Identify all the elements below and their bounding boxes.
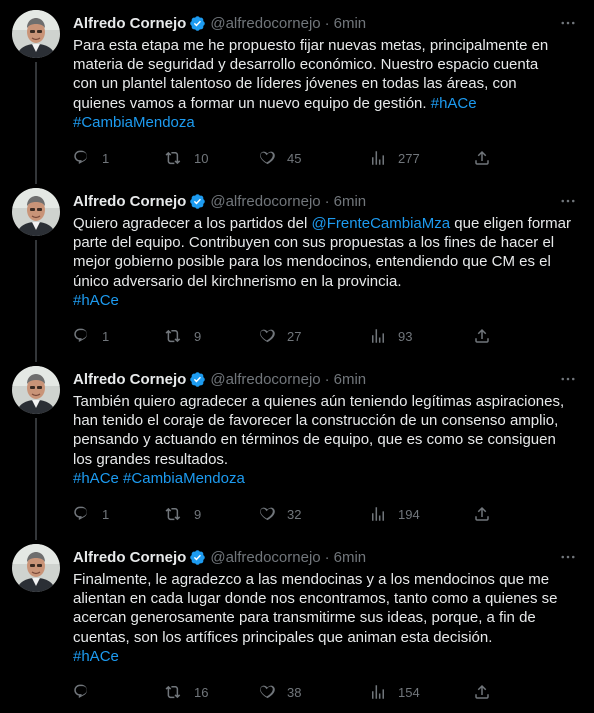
views-icon [369,327,387,345]
text-line [73,411,578,430]
tweet-text [73,392,578,488]
retweet-count: 9 [194,506,202,522]
tweet[interactable] [0,178,594,356]
separator-dot: · [324,370,330,388]
verified-badge-icon [189,193,206,210]
verified-badge-icon [189,15,206,32]
tweet[interactable] [0,0,594,178]
like-count: 38 [287,684,302,700]
text-line [73,450,578,469]
tweet[interactable] [0,534,594,713]
avatar[interactable] [12,188,60,236]
action-bar [73,503,498,525]
text-line [73,589,578,608]
like-icon [258,149,276,167]
text-segment: pensando y actuando en términos de equipo, que es como se consiguen [73,431,556,449]
separator-dot: · [324,548,330,566]
text-line [73,94,578,113]
retweet-icon [165,149,183,167]
tweet-header [73,368,366,390]
share-icon [473,149,491,167]
timestamp[interactable]: 6min [333,14,367,32]
text-segment: alientan en cada lugar donde nos encontramos, tanto como a quienes se [73,590,558,608]
action-bar [73,325,498,347]
share-icon [473,505,491,523]
avatar[interactable] [12,10,60,58]
retweet-button[interactable] [165,147,208,169]
text-segment: con un plantel talentoso de líderes jóvenes en todas las áreas, con [73,75,517,93]
tweet-header [73,546,366,568]
more-icon[interactable] [554,368,582,390]
text-line [73,113,578,132]
separator-dot: · [324,14,330,32]
reply-icon [73,149,91,167]
retweet-button[interactable] [165,503,201,525]
avatar[interactable] [12,544,60,592]
reply-count: 1 [102,506,110,522]
hashtag-link[interactable]: #hACe [430,94,477,112]
hashtag-link[interactable]: #hACe [73,291,119,309]
more-icon[interactable] [554,546,582,568]
hashtag-link[interactable]: #CambiaMendoza [123,469,245,487]
reply-icon [73,683,91,701]
hashtag-link[interactable]: #hACe [73,647,119,665]
text-segment: parte del equipo. Contribuyen con sus propuestas a los fines de hacer el [73,234,555,252]
tweet-text [73,214,578,310]
tweet[interactable] [0,356,594,534]
text-segment: cuentas, son los artífices principales que animan esta decisión. [73,628,493,646]
retweet-icon [165,505,183,523]
like-count: 32 [287,506,302,522]
text-line [73,469,578,488]
author-name[interactable]: Alfredo Cornejo [73,548,187,566]
share-button[interactable] [473,503,491,525]
text-line [73,36,578,55]
action-bar [73,681,498,703]
text-line [73,74,578,93]
views-count: 277 [398,150,420,166]
text-line [73,272,578,291]
timestamp[interactable]: 6min [333,548,367,566]
text-line [73,392,578,411]
text-segment: los grandes resultados. [73,450,229,468]
text-line [73,430,578,449]
views-button[interactable] [369,681,420,703]
author-handle[interactable]: @alfredocornejo [210,548,321,566]
text-segment: han tenido el coraje de favorecer la construcción de un consenso amplio, [73,412,559,430]
share-icon [473,327,491,345]
retweet-icon [165,683,183,701]
thread-connector [35,62,37,184]
thread-connector [35,418,37,540]
thread-connector [35,240,37,362]
timestamp[interactable]: 6min [333,370,367,388]
text-line [73,628,578,647]
reply-button[interactable] [73,503,109,525]
views-button[interactable] [369,503,420,525]
share-button[interactable] [473,681,491,703]
retweet-button[interactable] [165,325,201,347]
retweet-count: 9 [194,328,202,344]
views-icon [369,683,387,701]
tweet-text [73,36,578,132]
reply-icon [73,505,91,523]
text-line [73,55,578,74]
text-line [73,252,578,271]
reply-icon [73,327,91,345]
hashtag-link[interactable]: #CambiaMendoza [73,113,195,131]
more-icon[interactable] [554,12,582,34]
views-icon [369,505,387,523]
like-icon [258,505,276,523]
tweet-header [73,190,366,212]
author-name[interactable]: Alfredo Cornejo [73,14,187,32]
like-icon [258,683,276,701]
reply-button[interactable] [73,147,109,169]
text-segment: Quiero agradecer a los partidos del [73,215,312,232]
author-handle[interactable]: @alfredocornejo [210,370,321,388]
timestamp[interactable]: 6min [333,192,367,210]
text-segment: acercan generosamente para transmitirme sus ideas, porque, a fin de [73,609,536,627]
author-name[interactable]: Alfredo Cornejo [73,370,187,388]
text-segment: único adversario del kirchnerismo en la provincia. [73,272,402,290]
reply-count: 1 [102,150,110,166]
hashtag-link[interactable]: #hACe [73,469,119,487]
like-button[interactable] [258,681,301,703]
like-button[interactable] [258,147,301,169]
text-line [73,214,578,233]
action-bar [73,147,498,169]
text-segment: quienes vamos a formar un nuevo equipo de gestión. [73,94,431,112]
text-segment: Para esta etapa me he propuesto fijar nuevas metas, principalmente en [73,37,549,54]
text-line [73,233,578,252]
retweet-count: 16 [194,684,209,700]
author-handle[interactable]: @alfredocornejo [210,14,321,32]
like-button[interactable] [258,325,301,347]
retweet-count: 10 [194,150,209,166]
views-count: 93 [398,328,413,344]
more-icon[interactable] [554,190,582,212]
like-count: 45 [287,150,302,166]
author-name[interactable]: Alfredo Cornejo [73,192,187,210]
text-line [73,570,578,589]
views-button[interactable] [369,147,420,169]
text-segment: que eligen formar [450,215,571,232]
text-segment: materia de seguridad y desarrollo económico. Nuestro espacio cuenta [73,56,539,74]
verified-badge-icon [189,371,206,388]
text-segment: mejor gobierno posible para los mendocinos, entendiendo que CM es el [73,253,551,271]
like-count: 27 [287,328,302,344]
views-count: 154 [398,684,420,700]
text-line [73,608,578,627]
share-button[interactable] [473,325,491,347]
views-count: 194 [398,506,420,522]
text-segment: Finalmente, le agradezco a las mendocinas y a los mendocinos que me [73,571,550,588]
mention-link[interactable]: @FrenteCambiaMza [311,215,451,232]
tweet-header [73,12,366,34]
like-icon [258,327,276,345]
avatar[interactable] [12,366,60,414]
reply-button[interactable] [73,681,102,703]
retweet-button[interactable] [165,681,208,703]
reply-button[interactable] [73,325,109,347]
verified-badge-icon [189,549,206,566]
separator-dot: · [324,192,330,210]
reply-count: 1 [102,328,110,344]
text-segment: También quiero agradecer a quienes aún teniendo legítimas aspiraciones, [73,393,565,410]
tweet-text [73,570,578,666]
author-handle[interactable]: @alfredocornejo [210,192,321,210]
text-line [73,647,578,666]
share-icon [473,683,491,701]
like-button[interactable] [258,503,301,525]
share-button[interactable] [473,147,491,169]
text-line [73,291,578,310]
retweet-icon [165,327,183,345]
views-button[interactable] [369,325,412,347]
views-icon [369,149,387,167]
